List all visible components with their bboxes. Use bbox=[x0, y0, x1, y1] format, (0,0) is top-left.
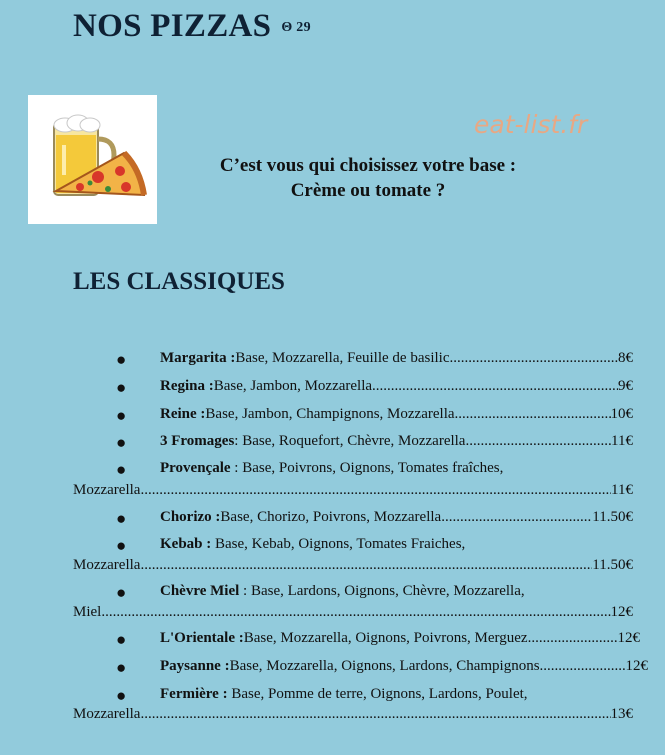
bullet-icon: ● bbox=[116, 509, 127, 528]
pizza-name: Regina : bbox=[160, 378, 214, 394]
pizza-name: Paysanne : bbox=[160, 658, 230, 674]
pizza-ingredients: Base, Mozzarella, Oignons, Poivrons, Merguez bbox=[243, 630, 528, 646]
pizza-ingredients: Base, Mozzarella, Oignons, Lardons, Champignons bbox=[229, 658, 540, 674]
pizza-price: 11€ bbox=[611, 433, 633, 449]
pizza-ingredients: : Base, Poivrons, Oignons, Tomates fraîches, bbox=[230, 460, 504, 476]
menu-title-text: NOS PIZZAS bbox=[73, 8, 272, 44]
bullet-icon: ● bbox=[116, 433, 127, 452]
list-item bbox=[160, 406, 633, 426]
pizza-name: Fermière : bbox=[160, 686, 228, 702]
bullet-icon: ● bbox=[116, 350, 127, 369]
pizza-price: 10€ bbox=[610, 406, 633, 422]
pizza-price: 13€ bbox=[610, 706, 633, 722]
list-item-continuation bbox=[73, 604, 633, 624]
pizza-name: Provençale bbox=[160, 460, 231, 476]
bullet-icon: ● bbox=[116, 460, 127, 479]
pizza-price: 11€ bbox=[611, 482, 633, 498]
pizza-name: Kebab : bbox=[160, 536, 212, 552]
list-item bbox=[160, 350, 633, 370]
bullet-icon: ● bbox=[116, 630, 127, 649]
pizza-name: Chorizo : bbox=[160, 509, 221, 525]
pizza-ingredients: Base, Chorizo, Poivrons, Mozzarella bbox=[220, 509, 442, 525]
pizza-ingredients-continuation: Mozzarella bbox=[73, 557, 141, 573]
dot-leader bbox=[140, 706, 610, 723]
pizza-ingredients: : Base, Roquefort, Chèvre, Mozzarella bbox=[234, 433, 466, 449]
pizza-price: 12€ bbox=[625, 658, 648, 674]
bullet-icon: ● bbox=[116, 406, 127, 425]
pizza-price: 12€ bbox=[610, 604, 633, 620]
bullet-icon: ● bbox=[116, 686, 127, 705]
pizza-price: 11.50€ bbox=[592, 509, 633, 525]
list-item-continuation bbox=[73, 706, 633, 726]
section-title: LES CLASSIQUES bbox=[73, 268, 285, 295]
list-item bbox=[160, 433, 633, 453]
pizza-ingredients-continuation: Mozzarella bbox=[73, 482, 141, 498]
pizza-name: 3 Fromages bbox=[160, 433, 235, 449]
pizza-ingredients-continuation: Mozzarella bbox=[73, 706, 141, 722]
menu-title bbox=[73, 8, 311, 45]
pizza-name: Margarita : bbox=[160, 350, 236, 366]
dot-leader bbox=[540, 658, 626, 675]
pizza-ingredients-continuation: Miel bbox=[73, 604, 102, 620]
dot-leader bbox=[528, 630, 618, 647]
list-item bbox=[160, 630, 640, 650]
pizza-name: Chèvre Miel bbox=[160, 583, 240, 599]
pizza-ingredients: Base, Pomme de terre, Oignons, Lardons, Poulet, bbox=[227, 686, 528, 702]
dot-leader bbox=[449, 350, 618, 367]
pizza-ingredients: : Base, Lardons, Oignons, Chèvre, Mozzarella, bbox=[239, 583, 525, 599]
dot-leader bbox=[441, 509, 592, 526]
pizza-price: 9€ bbox=[618, 378, 633, 394]
list-item bbox=[160, 378, 633, 398]
dot-leader bbox=[372, 378, 618, 395]
pizza-name: L'Orientale : bbox=[160, 630, 244, 646]
list-item-continuation bbox=[73, 482, 633, 502]
intro-text bbox=[168, 153, 568, 203]
list-item bbox=[160, 509, 633, 529]
pizza-price: 8€ bbox=[618, 350, 633, 366]
pizza-ingredients: Base, Mozzarella, Feuille de basilic bbox=[235, 350, 450, 366]
list-item-continuation bbox=[73, 557, 633, 577]
pizza-ingredients: Base, Jambon, Mozzarella bbox=[213, 378, 373, 394]
bullet-icon: ● bbox=[116, 583, 127, 602]
dot-leader bbox=[140, 482, 611, 499]
list-item bbox=[160, 583, 525, 603]
list-item bbox=[160, 686, 528, 706]
list-item bbox=[160, 460, 503, 480]
watermark: eat-list.fr bbox=[474, 110, 588, 139]
list-item bbox=[160, 536, 465, 556]
pizza-ingredients: Base, Kebab, Oignons, Tomates Fraiches, bbox=[211, 536, 466, 552]
bullet-icon: ● bbox=[116, 536, 127, 555]
dot-leader bbox=[140, 557, 592, 574]
pizza-name: Reine : bbox=[160, 406, 206, 422]
intro-line-2: Crème ou tomate ? bbox=[290, 180, 446, 201]
bullet-icon: ● bbox=[116, 658, 127, 677]
dot-leader bbox=[455, 406, 611, 423]
dot-leader bbox=[465, 433, 611, 450]
beer-and-pizza-icon bbox=[28, 95, 157, 224]
list-item bbox=[160, 658, 648, 678]
intro-line-1: C’est vous qui choisissez votre base : bbox=[219, 155, 517, 176]
pizza-price: 12€ bbox=[617, 630, 640, 646]
bullet-icon: ● bbox=[116, 378, 127, 397]
dot-leader bbox=[101, 604, 610, 621]
pizza-ingredients: Base, Jambon, Champignons, Mozzarella bbox=[205, 406, 455, 422]
pizza-price: 11.50€ bbox=[592, 557, 633, 573]
menu-subtitle: Θ 29 bbox=[281, 20, 311, 36]
